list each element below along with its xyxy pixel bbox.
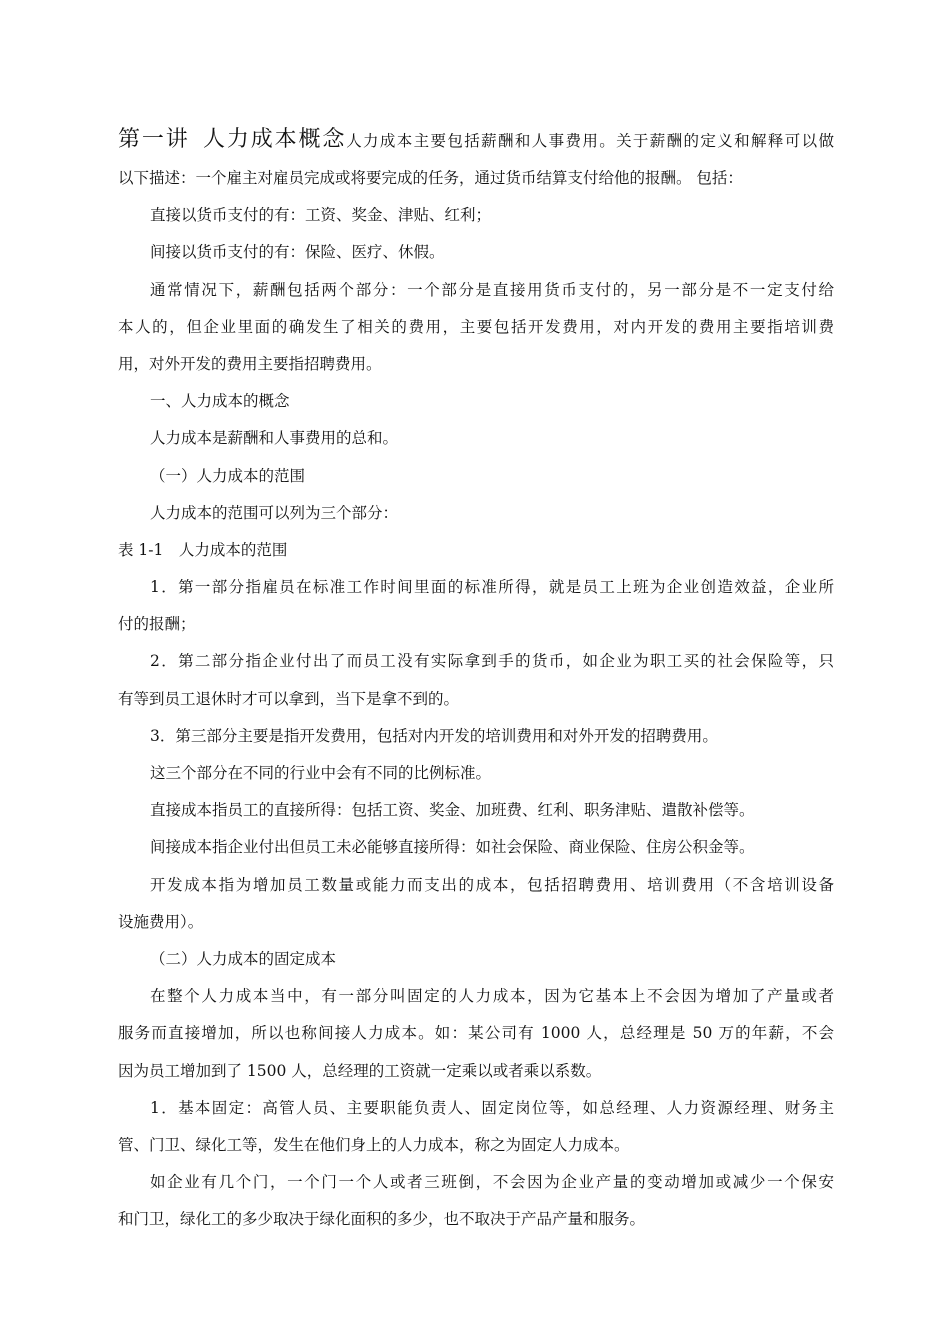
- paragraph-line: 因为员工增加到了 1500 人，总经理的工资就一定乘以或者乘以系数。: [118, 1061, 602, 1080]
- paragraph-line: 人力成本主要包括薪酬和人事费用。关于薪酬的定义和解释可以做: [346, 132, 834, 150]
- paragraph-line: 设施费用）。: [118, 912, 204, 931]
- paragraph-line: 3．第三部分主要是指开发费用，包括对内开发的培训费用和对外开发的招聘费用。: [150, 726, 718, 745]
- paragraph-line: 开发成本指为增加员工数量或能力而支出的成本，包括招聘费用、培训费用（不含培训设备: [150, 875, 834, 894]
- paragraph-line: 直接以货币支付的有：工资、奖金、津贴、红利；: [150, 206, 492, 225]
- paragraph-line: 用，对外开发的费用主要指招聘费用。: [118, 354, 382, 373]
- paragraph-line: 人力成本的范围可以列为三个部分：: [150, 503, 399, 522]
- title-line: [118, 120, 834, 160]
- paragraph-line: 人力成本是薪酬和人事费用的总和。: [150, 429, 399, 448]
- paragraph-line: 管、门卫、绿化工等，发生在他们身上的人力成本，称之为固定人力成本。: [118, 1135, 630, 1154]
- paragraph-line: 这三个部分在不同的行业中会有不同的比例标准。: [150, 764, 492, 782]
- paragraph-line: 和门卫，绿化工的多少取决于绿化面积的多少，也不取决于产品产量和服务。: [118, 1210, 646, 1229]
- paragraph-line: （一）人力成本的范围: [150, 466, 306, 485]
- paragraph-line: 付的报酬；: [118, 615, 196, 634]
- document-page: [118, 120, 834, 1238]
- paragraph-line: 间接以货币支付的有：保险、医疗、休假。: [150, 243, 445, 262]
- lecture-number: 第一讲: [118, 127, 190, 152]
- paragraph-line: 直接成本指员工的直接所得：包括工资、奖金、加班费、红利、职务津贴、遣散补偿等。: [150, 801, 755, 820]
- document-body: [118, 160, 834, 1238]
- paragraph-line: 本人的，但企业里面的确发生了相关的费用，主要包括开发费用，对内开发的费用主要指培训费: [118, 317, 834, 336]
- paragraph-line: 在整个人力成本当中，有一部分叫固定的人力成本，因为它基本上不会因为增加了产量或者: [150, 987, 834, 1006]
- paragraph-line: （二）人力成本的固定成本: [150, 949, 337, 968]
- paragraph-line: 2．第二部分指企业付出了而员工没有实际拿到手的货币，如企业为职工买的社会保险等，只: [150, 652, 834, 671]
- paragraph-line: 服务而直接增加，所以也称间接人力成本。如：某公司有 1000 人，总经理是 50 万的年薪，不会: [118, 1024, 834, 1043]
- paragraph-line: 1．基本固定：高管人员、主要职能负责人、固定岗位等，如总经理、人力资源经理、财务主: [150, 1098, 834, 1117]
- paragraph-line: 间接成本指企业付出但员工未必能够直接所得：如社会保险、商业保险、住房公积金等。: [150, 838, 755, 857]
- paragraph-line: 以下描述：一个雇主对雇员完成或将要完成的任务，通过货币结算支付给他的报酬。 包括：: [118, 169, 743, 187]
- lecture-title: 人力成本概念: [201, 127, 347, 152]
- paragraph-line: 表 1-1 人力成本的范围: [118, 540, 288, 559]
- paragraph-line: 一、人力成本的概念: [150, 392, 290, 411]
- paragraph-line: 1．第一部分指雇员在标准工作时间里面的标准所得，就是员工上班为企业创造效益，企业所: [150, 578, 834, 597]
- paragraph-line: 通常情况下，薪酬包括两个部分：一个部分是直接用货币支付的，另一部分是不一定支付给: [150, 280, 834, 299]
- paragraph-line: 如企业有几个门，一个门一个人或者三班倒，不会因为企业产量的变动增加或减少一个保安: [150, 1173, 834, 1192]
- paragraph-line: 有等到员工退休时才可以拿到，当下是拿不到的。: [118, 689, 460, 708]
